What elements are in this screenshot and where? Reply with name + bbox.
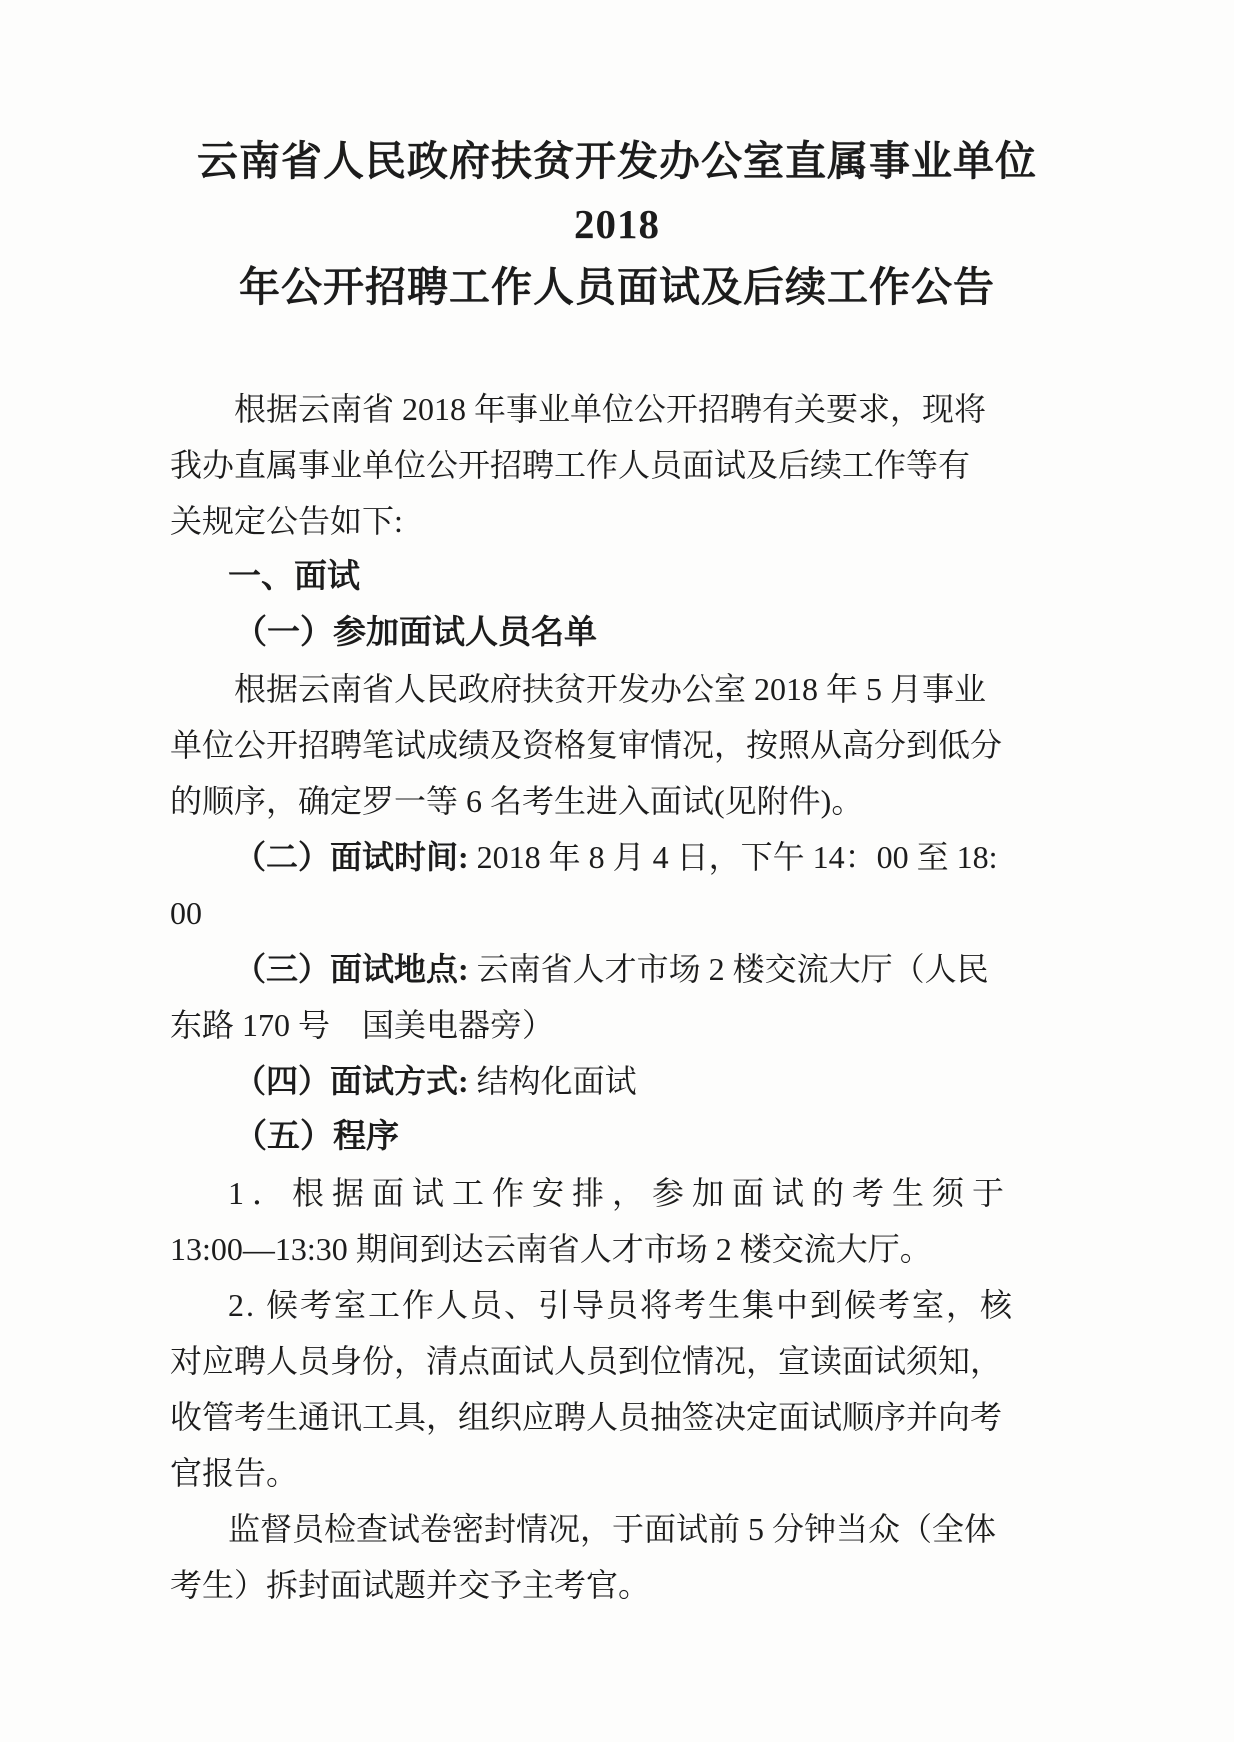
- interview-format-line: [170, 1053, 1064, 1109]
- interview-time-label: （二）面试时间:: [234, 839, 469, 875]
- procedure-step2-line-1: 2. 候考室工作人员、引导员将考生集中到候考室，核: [228, 1287, 1015, 1323]
- procedure-step2-line-2: 对应聘人员身份，清点面试人员到位情况，宣读面试须知，: [170, 1343, 1003, 1379]
- candidate-list-line-2: 单位公开招聘笔试成绩及资格复审情况，按照从高分到低分: [170, 727, 1003, 763]
- procedure-step1-line-2: 13:00—13:30 期间到达云南省人才市场 2 楼交流大厅。: [170, 1231, 932, 1267]
- interview-location-label: （三）面试地点:: [234, 951, 469, 987]
- document-title: [170, 130, 1064, 319]
- procedure-step2-line-4: 官报告。: [170, 1455, 299, 1491]
- document-title-line-1: 云南省人民政府扶贫开发办公室直属事业单位 2018: [197, 138, 1037, 247]
- intro-line-2: 我办直属事业单位公开招聘工作人员面试及后续工作等有: [170, 447, 971, 483]
- interview-time-value: 2018 年 8 月 4 日，下午 14：00 至 18:: [468, 839, 998, 875]
- procedure-step2-line-3: 收管考生通讯工具，组织应聘人员抽签决定面试顺序并向考: [170, 1399, 1003, 1435]
- document-title-line-2: 年公开招聘工作人员面试及后续工作公告: [239, 264, 995, 310]
- interview-location-line-1: [170, 941, 1064, 997]
- interview-format-label: （四）面试方式:: [234, 1063, 469, 1099]
- interview-format-value: 结构化面试: [468, 1063, 637, 1099]
- section-heading-interview: 一、面试: [228, 559, 360, 595]
- procedure-step1-line-1: 1．根据面试工作安排，参加面试的考生须于: [228, 1175, 1013, 1211]
- interview-time-line-2: 00: [170, 895, 202, 931]
- procedure-step3-line-1: 监督员检查试卷密封情况，于面试前 5 分钟当众（全体: [228, 1511, 997, 1547]
- intro-line-1: 根据云南省 2018 年事业单位公开招聘有关要求，现将: [234, 391, 987, 427]
- interview-time-line-1: [170, 829, 1064, 885]
- intro-line-3: 关规定公告如下:: [170, 503, 403, 539]
- document-content: [170, 130, 1064, 1613]
- subsection-heading-candidate-list: （一）参加面试人员名单: [234, 615, 597, 651]
- candidate-list-line-1: 根据云南省人民政府扶贫开发办公室 2018 年 5 月事业: [234, 671, 987, 707]
- subsection-heading-procedure: （五）程序: [234, 1119, 399, 1155]
- candidate-list-line-3: 的顺序，确定罗一等 6 名考生进入面试(见附件)。: [170, 783, 864, 819]
- interview-location-line-2: 东路 170 号 国美电器旁）: [170, 1007, 555, 1043]
- interview-location-value: 云南省人才市场 2 楼交流大厅（人民: [468, 951, 989, 987]
- procedure-step3-line-2: 考生）拆封面试题并交予主考官。: [170, 1567, 651, 1603]
